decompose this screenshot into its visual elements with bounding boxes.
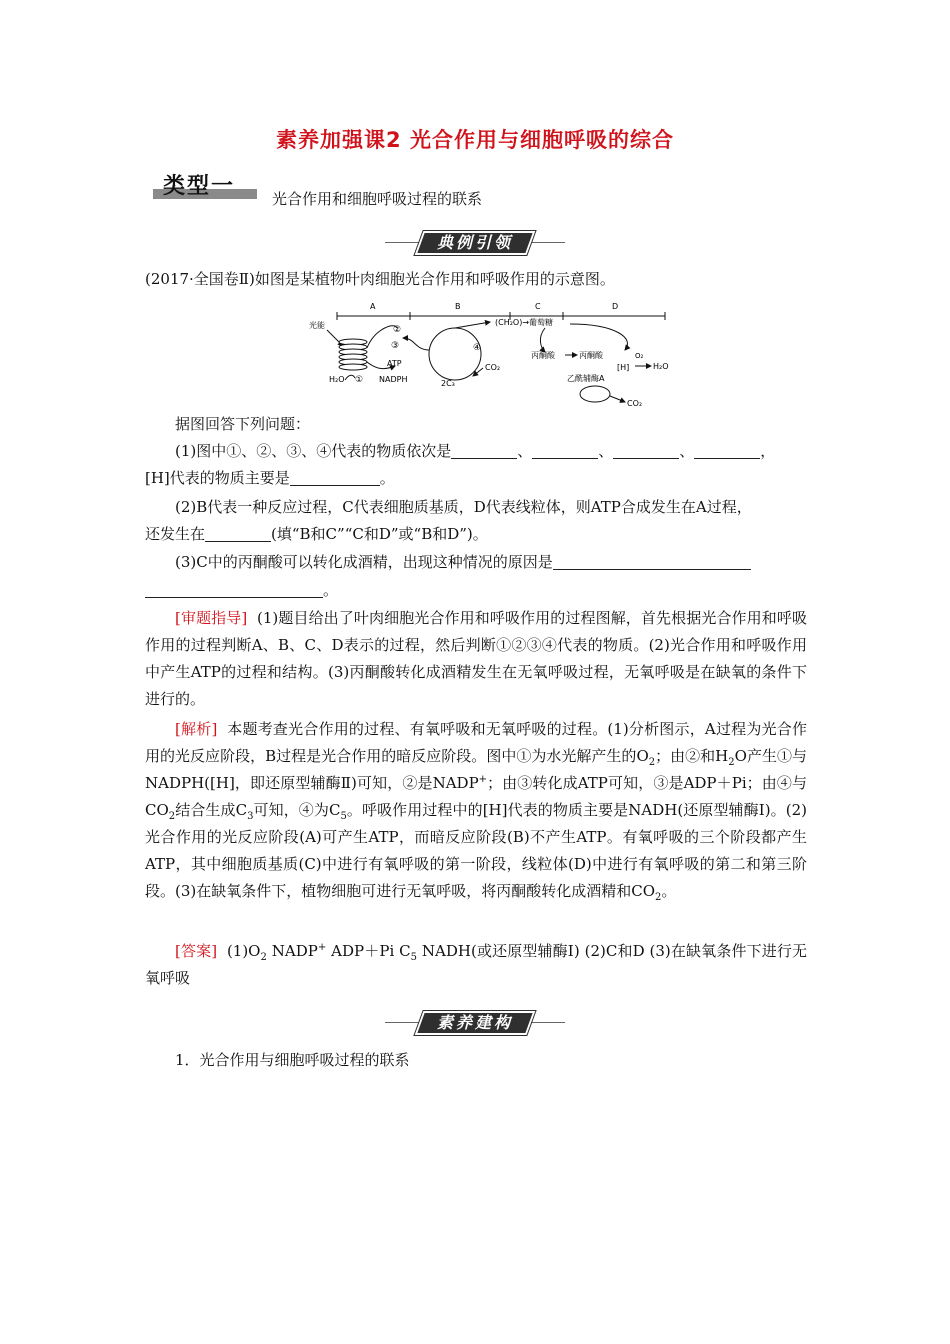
analysis-tag: [解析]	[175, 720, 218, 738]
build-tag	[419, 1008, 531, 1038]
label-light: 光能	[309, 321, 325, 330]
label-h: [H]	[617, 363, 630, 372]
guide-paragraph: [审题指导] (1)题目给出了叶肉细胞光合作用和呼吸作用的过程图解，首先根据光合作用和呼吸作用的过程判断A、B、C、D表示的过程，然后判断①②③④代表的物质。(2)光合作用和呼吸作用中产生ATP的过程和结构。(3)丙酮酸转化成酒精发生在无氧呼吸过程，无氧呼吸是在缺氧的条件下进行的。	[145, 609, 807, 708]
label-nadph: NADPH	[379, 375, 408, 384]
label-A: A	[370, 302, 376, 311]
photosynthesis-respiration-diagram	[305, 298, 685, 410]
label-h2o-right: H₂O	[653, 362, 669, 371]
label-o2: O₂	[635, 352, 644, 360]
blank-1[interactable]	[451, 442, 517, 459]
example-tag	[419, 228, 531, 258]
answer-tag: [答案]	[175, 942, 218, 960]
label-co2-bottom: CO₂	[627, 399, 643, 408]
blank-4[interactable]	[694, 442, 760, 459]
thylakoid-stack	[339, 339, 367, 370]
blank-8[interactable]	[145, 581, 323, 598]
label-c3-sugar: 2C₃	[441, 379, 455, 388]
label-B: B	[455, 302, 461, 311]
build-tag-label: 素养建构	[436, 1013, 513, 1032]
question-1b: [H]代表的物质主要是 。	[145, 469, 395, 487]
label-pyruvate-left: 丙酮酸	[531, 351, 555, 360]
label-D: D	[612, 302, 619, 311]
label-h2o: H₂O	[329, 375, 345, 384]
question-3b: 。	[145, 577, 807, 604]
label-co2: CO₂	[485, 363, 501, 372]
question-3: (3)C中的丙酮酸可以转化成酒精，出现这种情况的原因是	[145, 549, 807, 576]
analysis-paragraph: [解析] 本题考查光合作用的过程、有氧呼吸和无氧呼吸的过程。(1)分析图示，A过程为光合作用的光反应阶段，B过程是光合作用的暗反应阶段。图中①为水光解产生的$O_2$；由②和$H_2O$产生①与NADPH([H]，即还原型辅酶Ⅱ)可知，②是NADP+；由③转化成ATP可知，③是ADP＋Pi；由④与$CO_2$结合生成$C_3$可知，④为$C_5$。呼吸作用过程中的[H]代表的物质主要是NADH(还原型辅酶Ⅰ)。(2)光合作用的光反应阶段(A)可产生ATP，而暗反应阶段(B)不产生ATP。有氧呼吸的三个阶段都产生ATP，其中细胞质基质(C)中进行有氧呼吸的第一阶段，线粒体(D)中进行有氧呼吸的第二和第三阶段。(3)在缺氧条件下，植物细胞可进行无氧呼吸，将丙酮酸转化成酒精和$CO_2$。	[145, 720, 807, 903]
label-C: C	[535, 302, 541, 311]
question-2: (2)B代表一种反应过程，C代表细胞质基质，D代表线粒体，则ATP合成发生在A过程，	[175, 498, 752, 516]
section-heading: 1．光合作用与细胞呼吸过程的联系	[175, 1051, 410, 1069]
question-intro: (2017·全国卷Ⅱ)如图是某植物叶肉细胞光合作用和呼吸作用的示意图。	[145, 270, 615, 288]
label-ch2o: (CH₂O)→葡萄糖	[495, 318, 554, 327]
label-acetyl: 乙酰辅酶A	[567, 374, 605, 383]
label-c1: ①	[355, 375, 364, 385]
page-title: 素养加强课2 光合作用与细胞呼吸的综合	[276, 128, 674, 152]
answer-prompt: 据图回答下列问题：	[175, 415, 311, 433]
krebs-cycle	[580, 386, 610, 402]
example-tag-label: 典例引领	[436, 233, 513, 252]
type-title: 光合作用和细胞呼吸过程的联系	[272, 190, 483, 208]
label-pyruvate-right: 丙酮酸	[579, 351, 603, 360]
blank-5[interactable]	[290, 469, 380, 486]
blank-2[interactable]	[532, 442, 598, 459]
type-badge-label: 类型一	[163, 174, 236, 199]
blank-6[interactable]	[205, 525, 271, 542]
label-atp: ATP	[387, 359, 402, 368]
question-2b: 还发生在 (填“B和C”“C和D”或“B和D”)。	[145, 525, 488, 543]
label-c4: ④	[473, 343, 482, 353]
label-c3: ③	[391, 341, 400, 351]
question-1: (1)图中①、②、③、④代表的物质依次是 、 、 、 ，	[175, 442, 776, 460]
label-c2: ②	[393, 325, 402, 335]
calvin-cycle	[429, 328, 481, 380]
blank-3[interactable]	[613, 442, 679, 459]
blank-7[interactable]	[553, 553, 751, 570]
type-badge	[153, 170, 257, 202]
answer-paragraph: [答案] $(1)O_2$ NADP+ ADP＋Pi $C_5$ NADH(或还原型辅酶Ⅰ) (2)C和D (3)在缺氧条件下进行无氧呼吸	[145, 942, 807, 987]
guide-tag: [审题指导]	[175, 609, 248, 627]
